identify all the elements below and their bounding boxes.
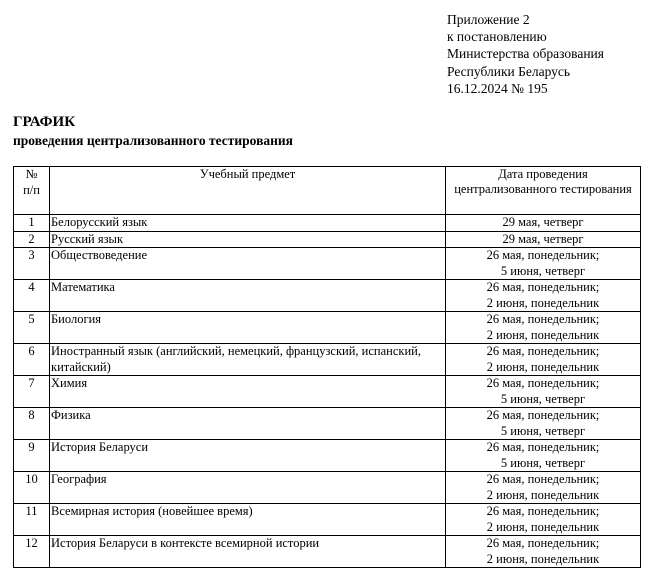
- table-row: [14, 231, 641, 248]
- document-subtitle: проведения централизованного тестирования: [13, 133, 293, 148]
- test-date-primary: 26 мая, понедельник;: [486, 280, 600, 294]
- test-date-primary: 26 мая, понедельник;: [486, 312, 600, 326]
- header-number-line1: №: [25, 167, 38, 181]
- subject-name: Химия: [50, 376, 446, 408]
- row-number: 5: [14, 312, 50, 344]
- table-row: [14, 440, 641, 472]
- table-row: [14, 376, 641, 408]
- test-date-primary: 26 мая, понедельник;: [486, 376, 600, 390]
- subject-name: Обществоведение: [50, 248, 446, 280]
- row-number: 6: [14, 344, 50, 376]
- table-body: [14, 215, 641, 568]
- table-row: [14, 248, 641, 280]
- test-date: [446, 248, 641, 280]
- header-date: Дата проведения централизованного тестирования: [446, 167, 641, 215]
- test-date-secondary: 5 июня, четверг: [500, 455, 586, 470]
- row-number: 3: [14, 248, 50, 280]
- table-header-row: [14, 167, 641, 215]
- table-row: [14, 215, 641, 232]
- header-subject: Учебный предмет: [50, 167, 446, 215]
- test-date: [446, 408, 641, 440]
- row-number: 9: [14, 440, 50, 472]
- test-date-primary: 26 мая, понедельник;: [486, 504, 600, 518]
- table-row: [14, 280, 641, 312]
- table-row: [14, 536, 641, 568]
- row-number: 2: [14, 231, 50, 248]
- test-date: [446, 231, 641, 248]
- test-date-secondary: 5 июня, четверг: [500, 391, 586, 406]
- document-title: ГРАФИК: [13, 114, 76, 130]
- test-date: [446, 536, 641, 568]
- row-number: 12: [14, 536, 50, 568]
- subject-name: История Беларуси в контексте всемирной истории: [50, 536, 446, 568]
- annex-line: Министерства образования: [447, 46, 604, 62]
- subject-name: Белорусский язык: [50, 215, 446, 232]
- subject-name: Русский язык: [50, 231, 446, 248]
- test-date: [446, 280, 641, 312]
- test-date-primary: 26 мая, понедельник;: [486, 248, 600, 262]
- test-date: [446, 472, 641, 504]
- subject-name: История Беларуси: [50, 440, 446, 472]
- table-row: [14, 504, 641, 536]
- row-number: 10: [14, 472, 50, 504]
- test-date-secondary: 5 июня, четверг: [500, 263, 586, 278]
- test-date-primary: 29 мая, четверг: [502, 231, 584, 246]
- test-date: [446, 376, 641, 408]
- test-date-secondary: 2 июня, понедельник: [486, 487, 600, 502]
- test-date-secondary: 2 июня, понедельник: [486, 295, 600, 310]
- test-date-secondary: 2 июня, понедельник: [486, 359, 600, 374]
- annex-date-line: 16.12.2024 № 195: [447, 80, 548, 96]
- row-number: 11: [14, 504, 50, 536]
- annex-line: Республики Беларусь: [447, 63, 571, 79]
- test-date: [446, 215, 641, 232]
- table-row: [14, 408, 641, 440]
- test-date-primary: 26 мая, понедельник;: [486, 440, 600, 454]
- annex-line: к постановлению: [447, 29, 547, 45]
- test-date-primary: 29 мая, четверг: [502, 215, 584, 229]
- annex-line: Приложение 2: [447, 12, 530, 27]
- subject-name: География: [50, 472, 446, 504]
- header-number-line2: п/п: [23, 182, 40, 197]
- subject-name: Всемирная история (новейшее время): [50, 504, 446, 536]
- test-date-secondary: 5 июня, четверг: [500, 423, 586, 438]
- row-number: 8: [14, 408, 50, 440]
- table-row: [14, 472, 641, 504]
- subject-name: Биология: [50, 312, 446, 344]
- header-number: [14, 167, 50, 215]
- table-row: [14, 344, 641, 376]
- test-date: [446, 504, 641, 536]
- test-date-secondary: 2 июня, понедельник: [486, 551, 600, 566]
- subject-name: Иностранный язык (английский, немецкий, французский, испанский, китайский): [50, 344, 446, 376]
- test-date: [446, 440, 641, 472]
- schedule-table: [13, 166, 641, 568]
- row-number: 7: [14, 376, 50, 408]
- row-number: 1: [14, 215, 50, 232]
- test-date-secondary: 2 июня, понедельник: [486, 327, 600, 342]
- table-row: [14, 312, 641, 344]
- subject-name: Математика: [50, 280, 446, 312]
- subject-name: Физика: [50, 408, 446, 440]
- annex-block: [447, 11, 604, 97]
- test-date-primary: 26 мая, понедельник;: [486, 408, 600, 422]
- test-date-primary: 26 мая, понедельник;: [486, 472, 600, 486]
- row-number: 4: [14, 280, 50, 312]
- test-date-primary: 26 мая, понедельник;: [486, 344, 600, 358]
- test-date-primary: 26 мая, понедельник;: [486, 536, 600, 550]
- test-date: [446, 312, 641, 344]
- test-date-secondary: 2 июня, понедельник: [486, 519, 600, 534]
- test-date: [446, 344, 641, 376]
